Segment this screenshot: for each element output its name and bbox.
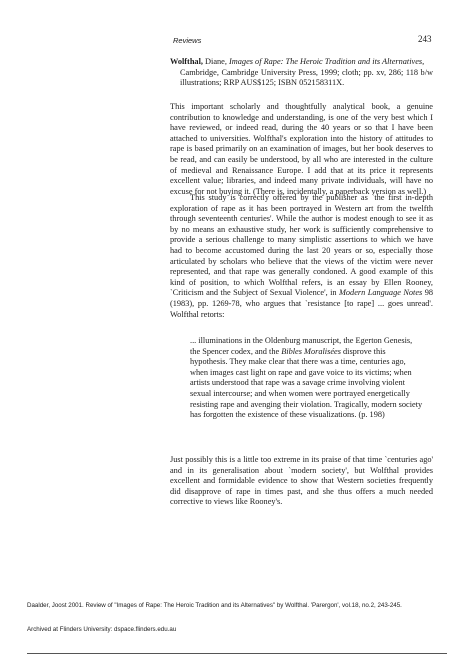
block-quote [190, 336, 423, 421]
quote-text-b: disprove this hypothesis. They make clear that there was a time, centuries ago, when images cast light on rape and gave voice to its victims; when artists understood that rape was a savage crime involving violent sexual intercourse; and when women were portrayed energetically resisting rape and avenging their violation. Tragically, modern society has forgotten the existence of these visualizations. (p. 198) [190, 346, 423, 420]
review-paragraph-3: Just possibly this is a little too extreme in its praise of that time `centuries ago' and in its generalisation about `modern society', but Wolfthal provides excellent and formidable evidence to show that Western societies frequently did disapprove of rape in times past, and she thus offers a much needed corrective to views like Rooney's. [170, 455, 433, 507]
quote-text-a: ... illuminations in the Oldenburg manuscript, the Egerton Genesis, the Spencer codex, and the [190, 336, 413, 356]
paragraph-2-text-a: This study is correctly offered by the publisher as `the first in-depth exploration of rape as it has been portrayed in Western art from the twelfth through seventeenth centuries'. While the author is modest enough to see it as by no means an exhaustive study, her work is sufficiently comprehensive to provide a serious challenge to many simplistic assertions to which we have had to become accustomed during the last 20 years or so, especially those articulated by scholars who believe that the views of the victim were never represented, and that rape was generally condoned. A good example of this kind of position, to which Wolfthal refers, is an essay by Ellen Rooney, `Criticism and the Subject of Sexual Violence', in [170, 193, 433, 298]
review-paragraph-2 [170, 193, 433, 320]
citation-first-name: Diane, [202, 57, 230, 66]
footer-citation: Daalder, Joost 2001. Review of "Images of Rape: The Heroic Tradition and its Alternatives" by Wolfthal. 'Parergon', vol.18, no.2, 243-245. [27, 602, 402, 609]
review-paragraph-1: This important scholarly and thoughtfully analytical book, a genuine contribution to knowledge and understanding, is one of the very best which I have reviewed, or indeed read, during the 40 years or so that I have been attached to universities. Wolfthal's exploration into the history of attitudes to rape is based primarily on an examination of images, but her book deserves to be read, and can easily be understood, by all who are interested in the culture of medieval and Renaissance Europe. I add that at its price it represents excellent value; libraries, and indeed many private individuals, will have no excuse for not buying it. (There is, incidentally, a paperback version as well.) [170, 102, 433, 196]
citation-details: Cambridge, Cambridge University Press, 1999; cloth; pp. xv, 286; 118 b/w illustrations; RRP AUS$125; ISBN 052158311X. [180, 67, 433, 88]
quote-italic-title: Bibles Moralisées [281, 346, 341, 356]
footer-archive-note: Archived at Flinders University: dspace.flinders.edu.au [27, 626, 177, 633]
page-number: 243 [418, 34, 432, 44]
journal-title: Modern Language Notes [339, 288, 423, 298]
book-citation [170, 57, 433, 89]
running-head: Reviews [173, 36, 202, 45]
paragraph-2-text-b: 98 (1983), pp. 1269-78, who argues that `resistance [to rape] ... goes unread'. Wolfthal retorts: [170, 288, 433, 319]
bottom-divider [27, 653, 447, 654]
citation-title: Images of Rape: The Heroic Tradition and its Alternatives, [229, 57, 425, 66]
citation-author: Wolfthal, [170, 57, 203, 66]
